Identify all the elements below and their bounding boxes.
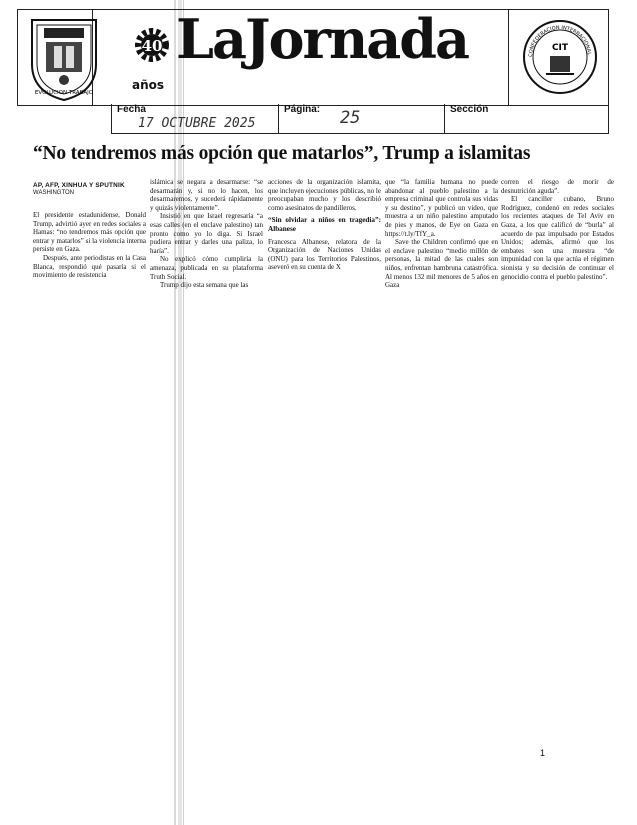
paragraph: Insistió en que Israel regresaría “a esas calles (en el enclave palestino) tan pronto como yo lo diga. Si Israel pudiera entrar y darles una paliza, lo haría”. [150,212,263,255]
fecha-value: 17 OCTUBRE 2025 [138,116,256,131]
paragraph: El canciller cubano, Bruno Rodríguez, condenó en redes sociales los recientes ataques de Tel Aviv en Gaza, a los que calificó de “burla” al acuerdo de paz impulsado por Estados Unidos; además, afirmó que los embates son una muestra “de impunidad con la que actúa el régimen sionista y su decisión de continuar el genocidio contra el pueblo palestino”. [501,195,614,281]
page-number: 1 [540,748,546,758]
meta-divider [278,104,279,134]
pagina-label: Página: [284,104,321,115]
paragraph: corren el riesgo de morir de desnutrición aguda”. [501,178,614,195]
seal-right-text: CONFEDERACION INTERNACIONAL [527,24,592,58]
paragraph: No explicó cómo cumpliría la amenaza, publicada en su plataforma Truth Social. [150,255,263,281]
union-seal-left [24,14,104,102]
paragraph: Save the Children confirmó que en el enclave palestino “medio millón de personas, la mitad de las cuales son niños, enfrentan hambruna catastrófica. Al menos 132 mil menores de 5 años en Gaza [385,238,498,290]
paragraph: que “la familia humana no puede abandonar al pueblo palestino a la empresa criminal que controla sus vidas y su destino”, y publicó un video, que muestra a un niño palestino amputado de pies y manos, de Eye on Gaza en https://t.ly/TfY_a. [385,178,498,238]
logo-years: 40 [141,37,163,55]
paragraph: Francesca Albanese, relatora de la Organización de Naciones Unidas (ONU) para los Territorios Palestinos, aseveró en su cuenta de X [268,237,381,272]
paragraph: Después, ante periodistas en la Casa Blanca, respondió qué pasaría si el movimiento de resistencia [33,253,146,280]
paragraph: acciones de la organización islamita, que incluyen ejecuciones públicas, no le preocupaban mucho y los describió como asesinatos de pandilleros. [268,178,381,212]
meta-divider [444,104,445,134]
seccion-label: Sección [450,104,489,115]
article-column-1 [33,211,146,280]
paragraph: El presidente estadunidense, Donald Trump, advirtió ayer en redes sociales a Hamas: “no tendremos más opción que entrar y matarlos” si la violencia interna persiste en Gaza. [33,211,146,254]
masthead-divider [508,9,509,106]
paragraph: Trump dijo esta semana que las [160,281,249,290]
seal-right-abbr: CIT [551,43,569,53]
article-subhead: “Sin olvidar a niños en tragedia”: Albanese [268,216,381,233]
fecha-label: Fecha [117,104,146,115]
logo-anos: años [132,78,165,92]
article-column-2 [150,178,263,290]
article-headline: “No tendremos más opción que matarlos”, Trump a islamitas [33,143,531,164]
cit-seal-right [520,14,600,100]
seal-left-text: EVOLUCION TRABAJO [34,90,94,96]
article-column-5 [501,178,614,281]
logo-wordmark: LaJornada [176,7,468,71]
article-dateline: WASHINGTON [33,190,75,196]
paragraph: islámica se negara a desarmarse: “se desarmarán y, si no lo hacen, los desarmaremos, y sucederá rápidamente y quizás violentamente”. [150,178,263,212]
pagina-value: 25 [340,108,361,128]
article-column-4 [385,178,498,290]
article-byline: AP, AFP, XINHUA Y SPUTNIK [33,182,125,189]
article-column-3 [268,178,381,272]
